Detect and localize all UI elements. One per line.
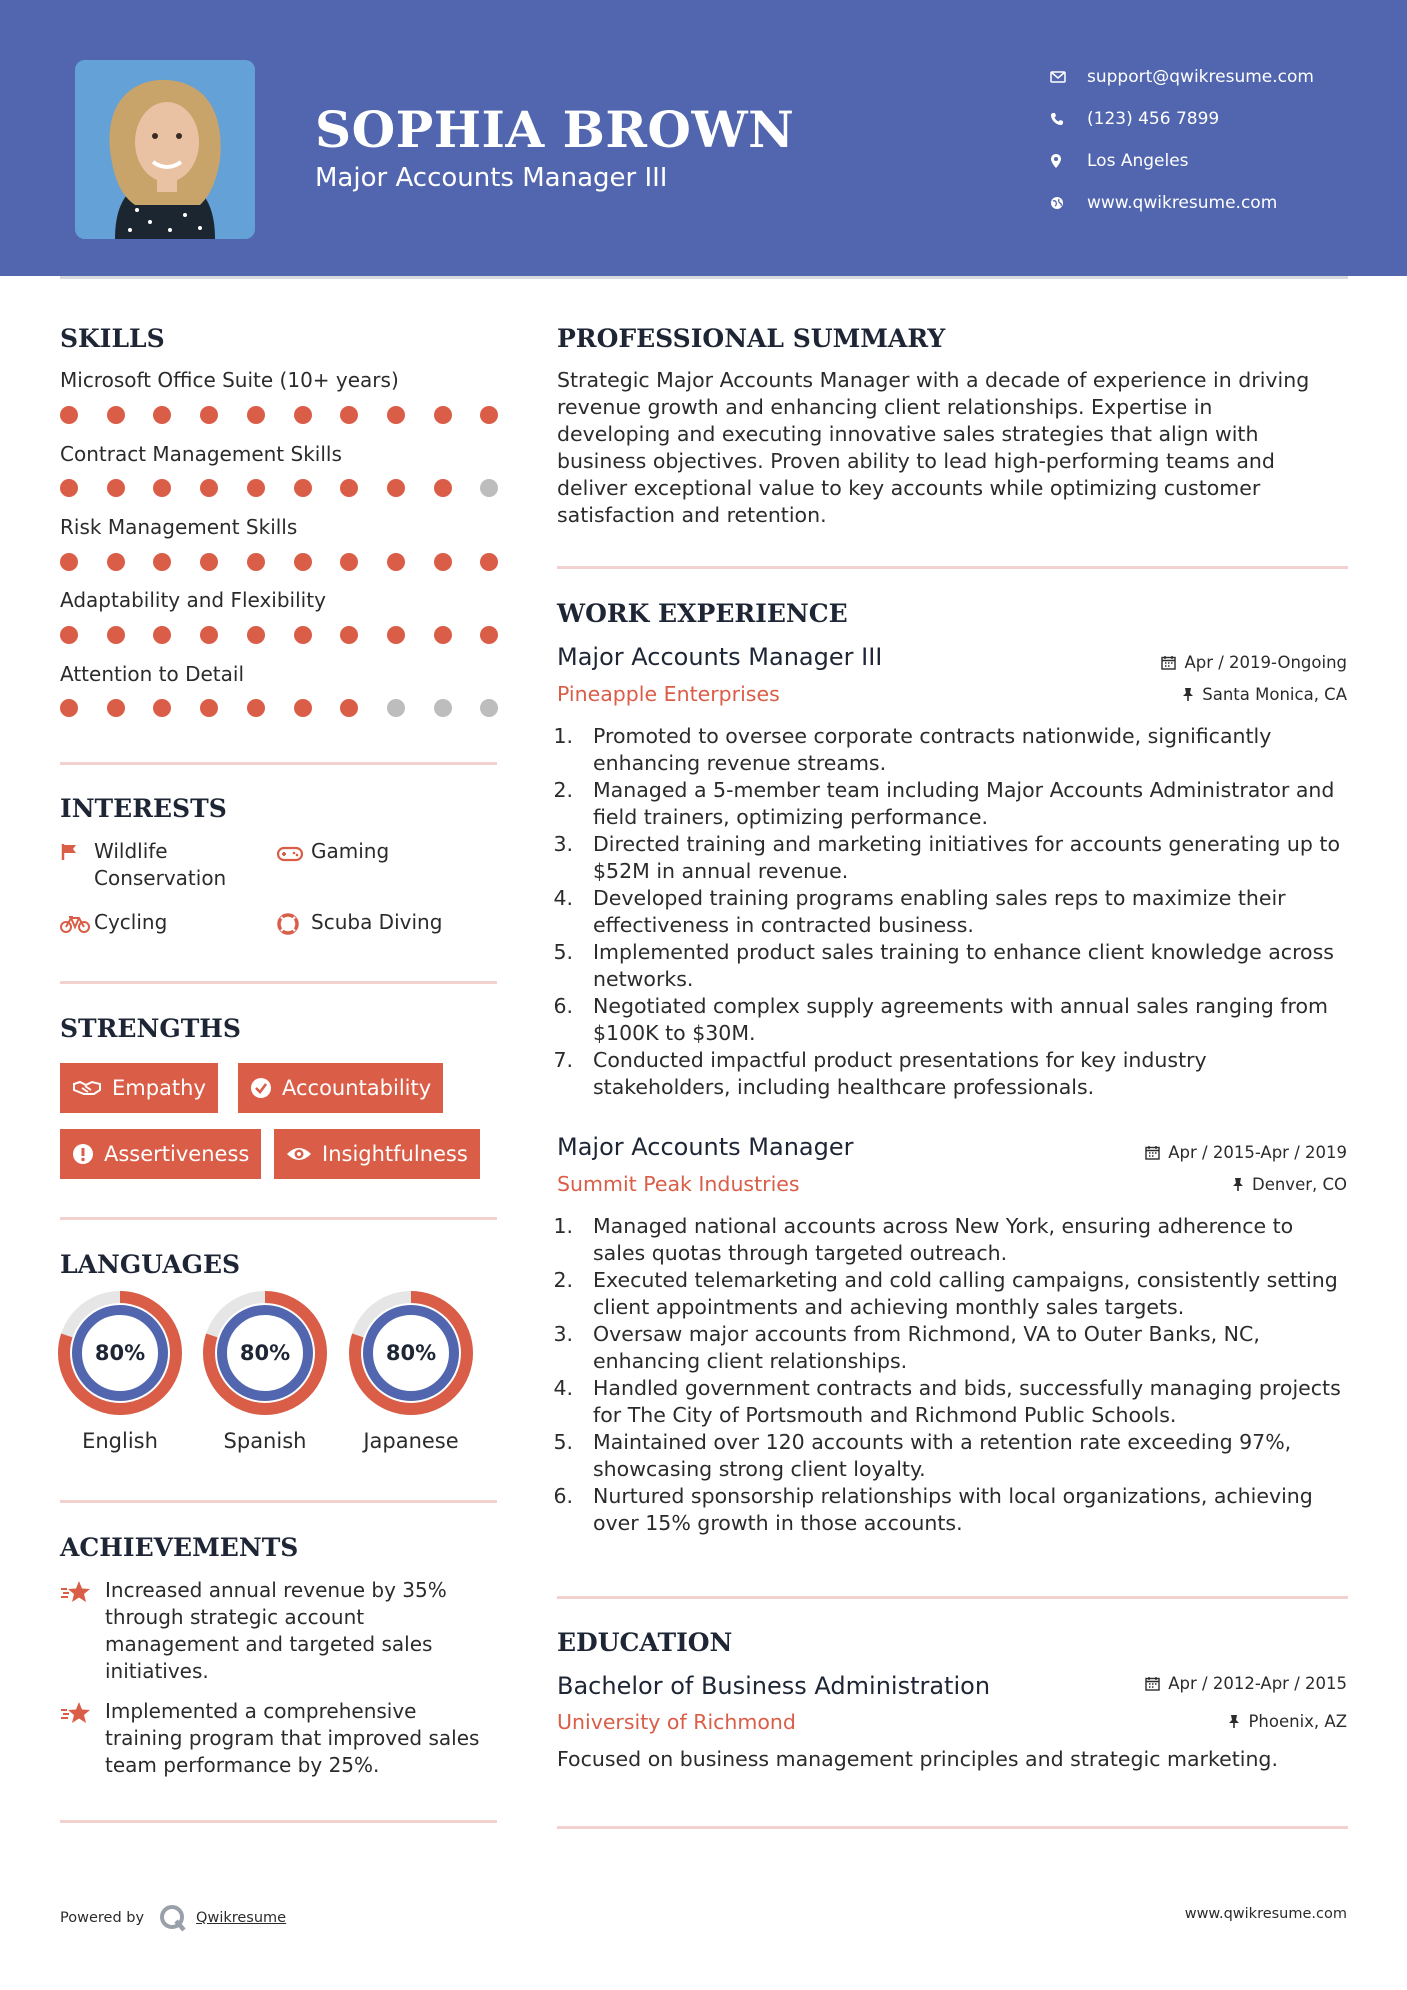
skill-dot-filled [107,479,125,497]
skill-dot-filled [387,553,405,571]
point-line: showcasing strong client loyalty. [593,1457,926,1481]
skill-dot-filled [340,699,358,717]
skill-dot-filled [60,699,78,717]
skill-dot-filled [107,406,125,424]
star-icon [60,1698,105,1732]
summary-line: developing and executing innovative sales strategies that align with [557,422,1259,446]
job-point [553,1321,1357,1375]
skill-dot-filled [200,479,218,497]
point-number: 2. [553,778,573,802]
profile-photo [75,60,255,239]
education-dates: Apr / 2012-Apr / 2015 [1145,1674,1347,1693]
skill-dot-filled [434,626,452,644]
language-item [349,1291,473,1453]
calendar-icon [1145,1676,1160,1691]
section-divider [557,566,1348,569]
job-company: Pineapple Enterprises [557,682,780,706]
point-number: 1. [553,724,573,748]
skill-dot-empty [434,699,452,717]
summary-line: revenue growth and enhancing client relationships. Expertise in [557,395,1213,419]
skill-dot-filled [294,626,312,644]
contact-phone-text: (123) 456 7899 [1087,109,1220,129]
job-point [553,939,1357,993]
languages-heading: LANGUAGES [60,1250,241,1279]
skill-name: Adaptability and Flexibility [60,588,326,612]
skill-dot-filled [247,406,265,424]
section-divider [60,981,497,984]
skill-dot-filled [387,406,405,424]
skill-dot-filled [200,553,218,571]
skill-dot-empty [480,699,498,717]
flag-icon [60,838,94,869]
point-line: Handled government contracts and bids, successfully managing projects [593,1376,1341,1400]
skill-dot-filled [153,699,171,717]
education-description: Focused on business management principles and strategic marketing. [557,1747,1278,1771]
skill-dot-filled [153,626,171,644]
handshake-icon [72,1079,102,1097]
skill-rating [60,406,500,426]
language-item [203,1291,327,1453]
pushpin-icon [1182,687,1194,702]
skill-dot-filled [153,406,171,424]
interest-item [60,838,226,892]
interest-label: Conservation [94,866,227,890]
skill-dot-filled [434,406,452,424]
check-circle-icon [250,1077,272,1099]
strength-badge [60,1129,261,1179]
point-line: Promoted to oversee corporate contracts nationwide, significantly [593,724,1272,748]
skill-name: Risk Management Skills [60,515,298,539]
point-line: stakeholders, including healthcare professionals. [593,1075,1095,1099]
point-line: $52M in annual revenue. [593,859,849,883]
job-role: Major Accounts Manager III [557,643,883,671]
section-divider [60,1820,497,1823]
contact-phone[interactable] [1050,98,1314,140]
skill-name: Attention to Detail [60,662,245,686]
skill-dot-filled [247,699,265,717]
strength-label: Insightfulness [322,1142,468,1166]
language-percent: 80% [94,1341,146,1365]
skill-rating [60,479,500,499]
achievement-item [60,1577,500,1685]
achievements-heading: ACHIEVEMENTS [60,1533,299,1562]
interests-heading: INTERESTS [60,794,227,823]
strength-badge [238,1063,443,1113]
job-point [553,993,1357,1047]
brand-link[interactable]: Qwikresume [196,1910,287,1926]
point-line: Implemented product sales training to enhance client knowledge across [593,940,1334,964]
contact-website[interactable] [1050,182,1314,224]
point-line: Managed a 5-member team including Major Accounts Administrator and [593,778,1335,802]
job-point [553,723,1357,777]
contact-location [1050,140,1314,182]
education-degree: Bachelor of Business Administration [557,1672,991,1700]
header-divider [60,276,1348,279]
map-pin-icon [1050,153,1087,169]
interest-item [60,909,167,940]
point-number: 6. [553,1484,573,1508]
skill-dot-filled [247,479,265,497]
point-line: Managed national accounts across New York, ensuring adherence to [593,1214,1294,1238]
language-name: Spanish [223,1429,307,1453]
skill-dot-filled [480,406,498,424]
skill-dot-filled [294,699,312,717]
point-number: 4. [553,886,573,910]
skill-dot-filled [107,626,125,644]
achievement-line: team performance by 25%. [105,1753,380,1777]
point-number: 3. [553,1322,573,1346]
skill-dot-filled [153,553,171,571]
globe-icon [1050,196,1087,210]
point-number: 4. [553,1376,573,1400]
job-point [553,831,1357,885]
language-name: English [82,1429,158,1453]
point-line: Executed telemarketing and cold calling campaigns, consistently setting [593,1268,1338,1292]
skill-rating [60,553,500,573]
pushpin-icon [1228,1714,1240,1729]
job-dates: Apr / 2019-Ongoing [1161,653,1347,672]
interest-label: Scuba Diving [311,910,443,934]
language-percent: 80% [385,1341,437,1365]
eye-icon [286,1145,312,1163]
skill-dot-filled [200,626,218,644]
job-point [553,885,1357,939]
skill-dot-filled [480,553,498,571]
interest-label: Gaming [311,839,390,863]
skill-dot-filled [434,553,452,571]
section-divider [60,1217,497,1220]
job-dates: Apr / 2015-Apr / 2019 [1145,1143,1347,1162]
gamepad-icon [277,838,311,869]
job-location: Santa Monica, CA [1182,685,1347,704]
skill-dot-filled [153,479,171,497]
point-number: 7. [553,1048,573,1072]
point-line: Developed training programs enabling sales reps to maximize their [593,886,1286,910]
job-point [553,777,1357,831]
language-name: Japanese [363,1429,459,1453]
language-item [58,1291,182,1453]
point-line: field trainers, optimizing performance. [593,805,988,829]
point-number: 1. [553,1214,573,1238]
point-line: enhancing revenue streams. [593,751,887,775]
skill-dot-filled [387,479,405,497]
job-location: Denver, CO [1232,1175,1347,1194]
summary-text [557,367,1347,529]
point-number: 6. [553,994,573,1018]
point-line: $100K to $30M. [593,1021,756,1045]
skill-dot-filled [107,553,125,571]
candidate-title: Major Accounts Manager III [315,163,668,193]
skill-dot-filled [247,626,265,644]
experience-heading: WORK EXPERIENCE [557,599,848,628]
achievement-line: through strategic account [105,1605,365,1629]
summary-heading: PROFESSIONAL SUMMARY [557,324,946,353]
job-company: Summit Peak Industries [557,1172,800,1196]
summary-line: Strategic Major Accounts Manager with a decade of experience in driving [557,368,1310,392]
achievement-line: management and targeted sales [105,1632,433,1656]
point-line: for The City of Portsmouth and Richmond Public Schools. [593,1403,1177,1427]
calendar-icon [1161,655,1176,670]
skill-dot-filled [60,479,78,497]
point-line: over 15% growth in those accounts. [593,1511,963,1535]
skill-dot-empty [480,479,498,497]
point-line: networks. [593,967,694,991]
star-icon [60,1577,105,1611]
pushpin-icon [1232,1177,1244,1192]
strength-badge [274,1129,480,1179]
point-line: Directed training and marketing initiatives for accounts generating up to [593,832,1341,856]
lifebuoy-icon [277,909,311,942]
point-line: Negotiated complex supply agreements with annual sales ranging from [593,994,1328,1018]
interest-label: Wildlife [94,839,168,863]
skill-dot-filled [294,553,312,571]
skill-dot-filled [387,626,405,644]
skill-dot-filled [60,406,78,424]
language-percent: 80% [239,1341,291,1365]
point-number: 5. [553,1430,573,1454]
achievement-line: Implemented a comprehensive [105,1699,417,1723]
strengths-heading: STRENGTHS [60,1014,241,1043]
job-point [553,1047,1357,1101]
skill-dot-filled [60,626,78,644]
job-point [553,1375,1357,1429]
summary-line: deliver exceptional value to key accounts while optimizing customer [557,476,1261,500]
point-line: effectiveness in contracted business. [593,913,974,937]
skill-name: Contract Management Skills [60,442,342,466]
achievement-line: initiatives. [105,1659,209,1683]
footer-powered [60,1903,286,1933]
point-number: 2. [553,1268,573,1292]
candidate-name: SOPHIA BROWN [315,100,795,159]
skill-dot-filled [294,406,312,424]
summary-line: satisfaction and retention. [557,503,827,527]
skill-dot-filled [107,699,125,717]
interest-label: Cycling [94,910,168,934]
section-divider [60,762,497,765]
contact-email[interactable] [1050,56,1314,98]
job-point [553,1213,1357,1267]
job-point [553,1429,1357,1483]
contact-location-text: Los Angeles [1087,151,1189,171]
skill-dot-filled [200,406,218,424]
point-number: 5. [553,940,573,964]
skill-dot-filled [294,479,312,497]
contact-website-text: www.qwikresume.com [1087,193,1278,213]
job-role: Major Accounts Manager [557,1133,854,1161]
point-line: Conducted impactful product presentations for key industry [593,1048,1207,1072]
contact-list [1050,56,1314,224]
point-line: enhancing client relationships. [593,1349,908,1373]
achievement-item [60,1698,500,1779]
education-heading: EDUCATION [557,1628,733,1657]
section-divider [557,1826,1348,1829]
exclamation-circle-icon [72,1143,94,1165]
skill-dot-filled [200,699,218,717]
strength-label: Assertiveness [104,1142,250,1166]
skill-dot-filled [480,626,498,644]
phone-icon [1050,112,1087,126]
point-number: 3. [553,832,573,856]
education-school: University of Richmond [557,1710,796,1734]
skill-rating [60,699,500,719]
skill-rating [60,626,500,646]
strength-label: Accountability [282,1076,432,1100]
powered-by-text: Powered by [60,1910,145,1926]
section-divider [557,1596,1348,1599]
bicycle-icon [60,909,94,940]
skill-dot-filled [340,479,358,497]
job-point [553,1267,1357,1321]
footer-url[interactable]: www.qwikresume.com [1184,1906,1347,1922]
skill-dot-empty [387,699,405,717]
resume-header [0,0,1407,276]
skill-dot-filled [434,479,452,497]
point-line: Oversaw major accounts from Richmond, VA to Outer Banks, NC, [593,1322,1260,1346]
contact-email-text: support@qwikresume.com [1087,67,1314,87]
achievement-line: Increased annual revenue by 35% [105,1578,447,1602]
point-line: client appointments and achieving monthly sales targets. [593,1295,1185,1319]
envelope-icon [1050,71,1087,83]
skill-dot-filled [340,553,358,571]
point-line: sales quotas through targeted outreach. [593,1241,1008,1265]
strength-badge [60,1063,218,1113]
skill-dot-filled [340,406,358,424]
skill-dot-filled [60,553,78,571]
calendar-icon [1145,1145,1160,1160]
skill-name: Microsoft Office Suite (10+ years) [60,368,399,392]
interest-item [277,838,389,869]
job-point [553,1483,1357,1537]
point-line: Nurtured sponsorship relationships with local organizations, achieving [593,1484,1313,1508]
point-line: Maintained over 120 accounts with a retention rate exceeding 97%, [593,1430,1292,1454]
job-points [553,723,1357,1101]
skill-dot-filled [340,626,358,644]
education-location: Phoenix, AZ [1228,1712,1347,1731]
summary-line: business objectives. Proven ability to lead high-performing teams and [557,449,1275,473]
achievement-line: training program that improved sales [105,1726,480,1750]
interest-item [277,909,442,942]
skill-dot-filled [247,553,265,571]
skills-heading: SKILLS [60,324,165,353]
strength-label: Empathy [112,1076,206,1100]
job-points [553,1213,1357,1537]
section-divider [60,1500,497,1503]
qwikresume-logo-icon [158,1903,188,1933]
